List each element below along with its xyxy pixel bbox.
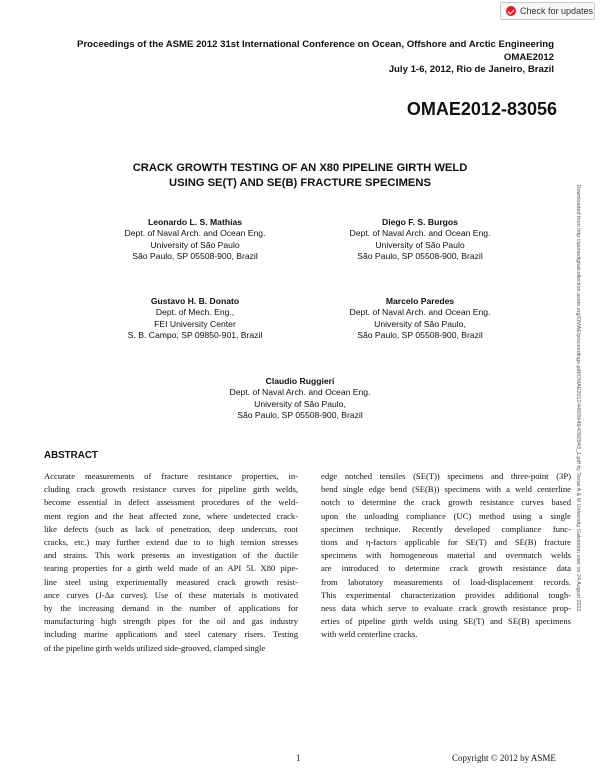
page-number: 1 — [296, 753, 301, 763]
abstract-line: upon the unloading compliance (UC) method using a single — [321, 510, 571, 521]
author-dept: Dept. of Naval Arch. and Ocean Eng. — [124, 228, 266, 239]
abstract-line: from laboratory measurements of load-displacement records. — [321, 576, 571, 587]
conference-acronym: OMAE2012 — [503, 51, 554, 63]
proceedings-line: Proceedings of the ASME 2012 31st International Conference on Ocean, Offshore and Arctic Engineering — [77, 39, 554, 50]
download-sidebar-note — [575, 150, 585, 650]
sidebar-text: Downloaded from http://asmedigitalcollection.asme.org/OMAE/proceedings-pdf/OMAE2012/44939/49/4392843_1.pdf by Texas A & M University Galveston user on 24 August 2022 — [575, 184, 581, 612]
title-line: CRACK GROWTH TESTING OF AN X80 PIPELINE GIRTH WELD — [132, 162, 468, 174]
abstract-line: ness data which serve to evaluate crack growth resistance prop- — [321, 603, 571, 614]
paper-title — [0, 161, 600, 191]
title-line: USING SE(T) AND SE(B) FRACTURE SPECIMENS — [169, 177, 431, 189]
check-for-updates-button[interactable] — [500, 2, 595, 20]
abstract-line: tions and η-factors applicable for SE(T) and SE(B) fracture — [321, 537, 571, 548]
author-dept: Dept. of Mech. Eng., — [155, 307, 235, 318]
abstract-line: ment region and the heat affected zone, where undetected crack- — [44, 510, 298, 521]
author-block — [325, 296, 515, 341]
check-updates-icon — [506, 6, 516, 16]
abstract-line: cluding crack growth resistance curves for pipeline girth welds, — [44, 484, 298, 495]
author-name: Claudio Ruggieri — [265, 376, 335, 386]
abstract-line: including marine applications and steel catenary risers. Testing — [44, 629, 298, 640]
author-name: Gustavo H. B. Donato — [150, 296, 240, 306]
abstract-line: erties of pipeline girth welds using SE(T) and SE(B) specimens — [321, 616, 571, 627]
abstract-line: and strains. This work presents an investigation of the ductile — [44, 550, 298, 561]
abstract-line: specimen technique. Recently developed compliance func- — [321, 523, 571, 534]
abstract-line: like defects (such as lack of penetration, deep undercuts, root — [44, 523, 298, 534]
author-name: Leonardo L. S. Mathias — [147, 217, 243, 227]
abstract-line: by the increasing demand in the number of applications for — [44, 603, 298, 614]
abstract-line: manufacturing high strength pipes for the oil and gas industry — [44, 616, 298, 627]
author-institution: University of São Paulo, — [254, 398, 346, 409]
author-block — [100, 296, 290, 341]
abstract-line: with weld centerline cracks. — [321, 629, 418, 640]
author-address: São Paulo, SP 05508-900, Brazil — [357, 250, 483, 261]
abstract-line: specimens with homogeneous material and overmatch welds — [321, 550, 571, 561]
author-institution: University of São Paulo, — [374, 318, 466, 329]
paper-id: OMAE2012-83056 — [406, 99, 557, 119]
author-dept: Dept. of Naval Arch. and Ocean Eng. — [229, 387, 371, 398]
abstract-line: become essential in defect assessment procedures of the weld- — [44, 497, 298, 508]
abstract-left-column — [44, 470, 298, 655]
author-address: S. B. Campo, SP 09850-901, Brazil — [127, 329, 263, 340]
author-address: São Paulo, SP 05508-900, Brazil — [237, 409, 363, 420]
proceedings-header — [77, 39, 554, 77]
author-institution: University of São Paulo — [375, 239, 465, 250]
author-block — [325, 217, 515, 262]
abstract-line: This experimental characterization provides additional tough- — [321, 589, 571, 600]
conference-dates: July 1-6, 2012, Rio de Janeiro, Brazil — [388, 64, 554, 75]
abstract-line: edge notched tensiles (SE(T)) specimens and three-point (3P) — [321, 471, 571, 481]
author-name: Marcelo Paredes — [385, 296, 455, 306]
abstract-line: bend single edge bend (SE(B)) specimens with a weld centerline — [321, 484, 571, 495]
author-dept: Dept. of Naval Arch. and Ocean Eng. — [349, 228, 491, 239]
author-block — [205, 376, 395, 421]
abstract-line: line steel using experimentally measured crack growth resist- — [44, 576, 298, 587]
copyright-notice: Copyright © 2012 by ASME — [452, 753, 556, 763]
author-address: São Paulo, SP 05508-900, Brazil — [357, 329, 483, 340]
author-name: Diego F. S. Burgos — [382, 217, 458, 227]
author-institution: University of São Paulo — [150, 239, 240, 250]
author-address: São Paulo, SP 05508-900, Brazil — [132, 250, 258, 261]
abstract-line: ance curves (J-Δa curves). Use of these materials is motivated — [44, 589, 298, 600]
author-institution: FEI University Center — [154, 318, 236, 329]
abstract-heading: ABSTRACT — [44, 450, 98, 461]
author-dept: Dept. of Naval Arch. and Ocean Eng. — [349, 307, 491, 318]
abstract-line: are introduced to determine crack growth resistance data — [321, 563, 571, 574]
abstract-line: tearing properties for a girth weld made of an API 5L X80 pipe- — [44, 563, 298, 574]
abstract-right-column — [321, 470, 571, 642]
abstract-line: notch to determine the crack growth resistance curves based — [321, 497, 571, 508]
author-block — [100, 217, 290, 262]
abstract-line: of the pipeline girth welds utilized side-grooved, clamped single — [44, 642, 266, 653]
check-updates-label: Check for updates — [520, 6, 594, 16]
abstract-line: cracks, etc.) may further extend due to to high tension stresses — [44, 537, 298, 548]
abstract-line: Accurate measurements of fracture resistance properties, in- — [44, 471, 298, 481]
